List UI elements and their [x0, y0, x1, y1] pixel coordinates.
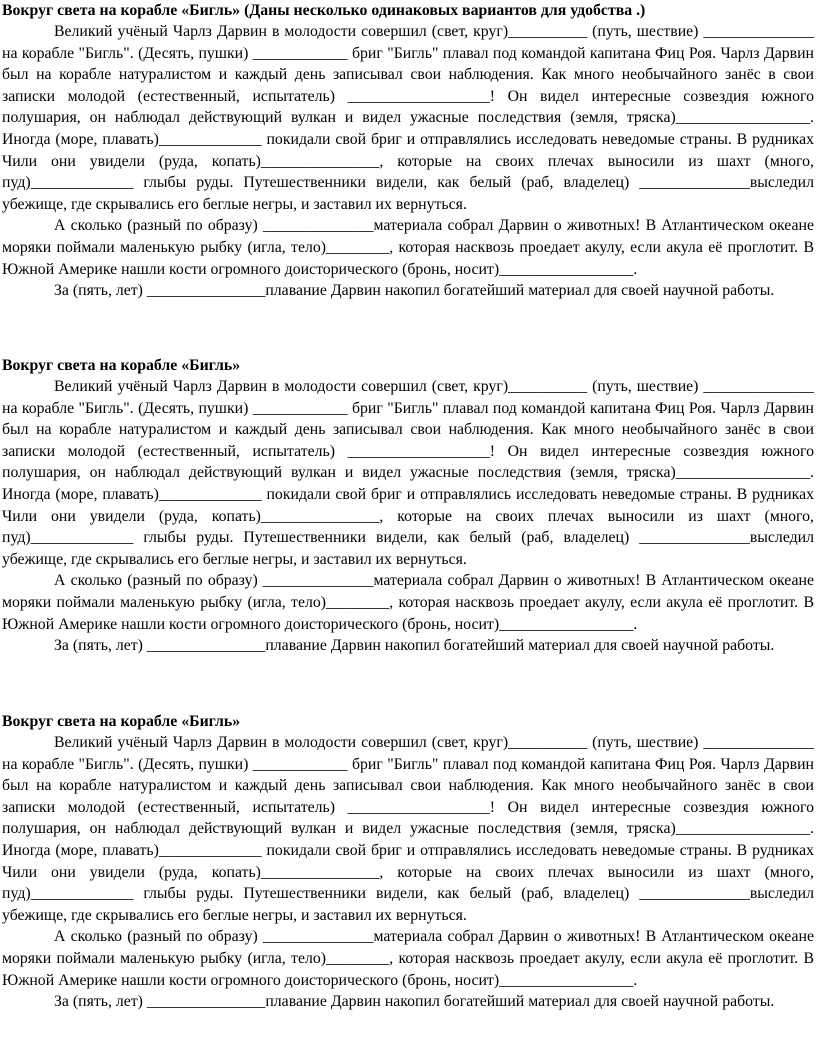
text-paragraph: А сколько (разный по образу) ______________материала собрал Дарвин о животных! В Атлантическом океане моряки поймали маленькую рыбку (игла, тело)________, которая насквозь проедает акулу, если акула её проглотит. В Южной Америке нашли кости огромного доисторического (бронь, носит)_________________. [2, 928, 814, 989]
variant-title: Вокруг света на корабле «Бигль» [2, 713, 241, 730]
text-paragraph: Великий учёный Чарлз Дарвин в молодости совершил (свет, круг)__________ (путь, шествие) ______________ на корабле "Бигль". (Десять, пушки) ____________ бриг "Бигль" плавал под командой капитана Фиц Роя. Чарлз Дарвин был на корабле натуралистом и каждый день записывал свои наблюдения. Как много необычайного занёс в свои записки молодой (естественный, испытатель) __________________! Он видел интересные созвездия южного полушария, он наблюдал действующий вулкан и видел ужасные последствия (земля, тряска)_________________. Иногда (море, плавать)_____________ покидали свой бриг и отправлялись исследовать неведомые страны. В рудниках Чили они увидели (руда, копать)_______________, которые на своих плечах выносили из шахт (много, пуд)_____________ глыбы руды. Путешественники видели, как белый (раб, владелец) ______________выследил убежище, где скрывались его беглые негры, и заставил их вернуться. [2, 378, 814, 568]
text-paragraph: А сколько (разный по образу) ______________материала собрал Дарвин о животных! В Атлантическом океане моряки поймали маленькую рыбку (игла, тело)________, которая насквозь проедает акулу, если акула её проглотит. В Южной Америке нашли кости огромного доисторического (бронь, носит)_________________. [2, 217, 814, 278]
text-paragraph: А сколько (разный по образу) ______________материала собрал Дарвин о животных! В Атлантическом океане моряки поймали маленькую рыбку (игла, тело)________, которая насквозь проедает акулу, если акула её проглотит. В Южной Америке нашли кости огромного доисторического (бронь, носит)_________________. [2, 572, 814, 633]
exercise-variant-2 [0, 355, 816, 657]
variant-title: Вокруг света на корабле «Бигль» (Даны несколько одинаковых вариантов для удобства .) [2, 2, 646, 19]
text-paragraph: За (пять, лет) _______________плавание Дарвин накопил богатейший материал для своей научной работы. [54, 637, 775, 655]
text-paragraph: За (пять, лет) _______________плавание Дарвин накопил богатейший материал для своей научной работы. [54, 282, 775, 300]
text-paragraph: Великий учёный Чарлз Дарвин в молодости совершил (свет, круг)__________ (путь, шествие) ______________ на корабле "Бигль". (Десять, пушки) ____________ бриг "Бигль" плавал под командой капитана Фиц Роя. Чарлз Дарвин был на корабле натуралистом и каждый день записывал свои наблюдения. Как много необычайного занёс в свои записки молодой (естественный, испытатель) __________________! Он видел интересные созвездия южного полушария, он наблюдал действующий вулкан и видел ужасные последствия (земля, тряска)_________________. Иногда (море, плавать)_____________ покидали свой бриг и отправлялись исследовать неведомые страны. В рудниках Чили они увидели (руда, копать)_______________, которые на своих плечах выносили из шахт (много, пуд)_____________ глыбы руды. Путешественники видели, как белый (раб, владелец) ______________выследил убежище, где скрывались его беглые негры, и заставил их вернуться. [2, 734, 814, 924]
exercise-text [0, 21, 816, 302]
exercise-text [0, 376, 816, 657]
exercise-variant-1 [0, 0, 816, 302]
text-paragraph: За (пять, лет) _______________плавание Дарвин накопил богатейший материал для своей научной работы. [54, 993, 775, 1011]
exercise-variant-3 [0, 711, 816, 1013]
variant-title: Вокруг света на корабле «Бигль» [2, 357, 241, 374]
text-paragraph: Великий учёный Чарлз Дарвин в молодости совершил (свет, круг)__________ (путь, шествие) ______________ на корабле "Бигль". (Десять, пушки) ____________ бриг "Бигль" плавал под командой капитана Фиц Роя. Чарлз Дарвин был на корабле натуралистом и каждый день записывал свои наблюдения. Как много необычайного занёс в свои записки молодой (естественный, испытатель) __________________! Он видел интересные созвездия южного полушария, он наблюдал действующий вулкан и видел ужасные последствия (земля, тряска)_________________. Иногда (море, плавать)_____________ покидали свой бриг и отправлялись исследовать неведомые страны. В рудниках Чили они увидели (руда, копать)_______________, которые на своих плечах выносили из шахт (много, пуд)_____________ глыбы руды. Путешественники видели, как белый (раб, владелец) ______________выследил убежище, где скрывались его беглые негры, и заставил их вернуться. [2, 23, 814, 213]
exercise-text [0, 732, 816, 1013]
